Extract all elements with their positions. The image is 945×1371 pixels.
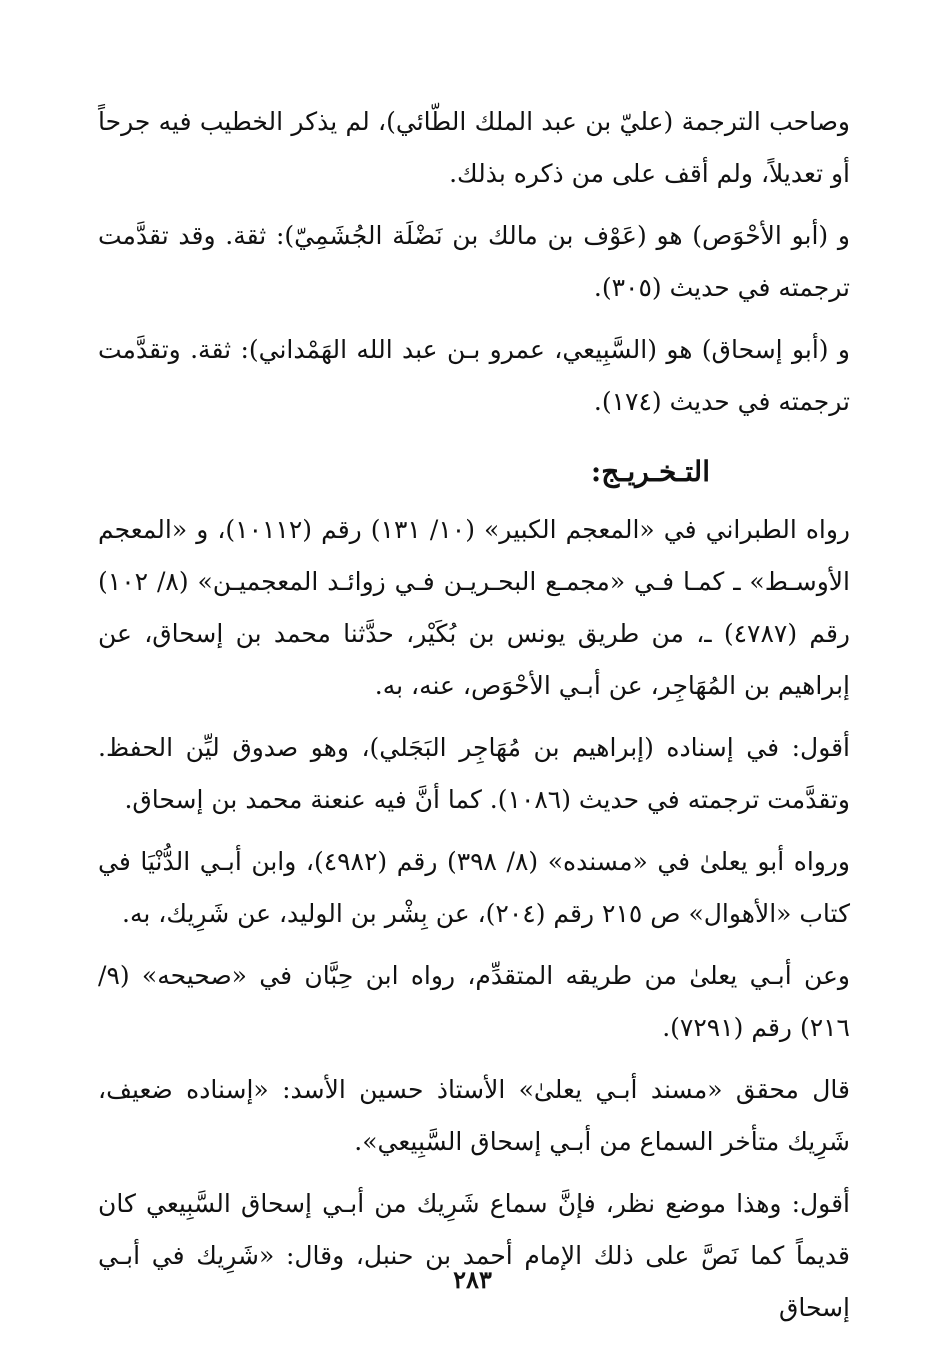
- takhrij-paragraph-muhaqqiq: قال محقق «مسند أبـي يعلىٰ» الأستاذ حسين الأسد: «إسناده ضعيف، شَرِيك متأخر السماع من أبـي إسحاق السَّبِيعي».: [98, 1075, 850, 1156]
- takhrij-paragraph-isnad-comment: أقول: في إسناده (إبراهيم بن مُهَاجِر البَجَلي)، وهو صدوق ليِّن الحفظ. وتقدَّمت ترجمته في حديث (١٠٨٦). كما أنَّ فيه عنعنة محمد بن إسحاق.: [98, 733, 851, 814]
- section-heading-takhrij: التـخـريـج:: [590, 455, 710, 488]
- page-number: ٢٨٣: [453, 1265, 492, 1294]
- page-body: [98, 96, 850, 1344]
- takhrij-paragraph-rebuttal: أقول: وهذا موضع نظر، فإنَّ سماع شَرِيك من أبـي إسحاق السَّبِيعي كان قديماً كما نَصَّ على ذلك الإمام أحمد بن حنبل، وقال: «شَرِيك في أبـي إسحاق: [98, 1189, 850, 1322]
- takhrij-paragraph-abu-yala: ورواه أبو يعلىٰ في «مسنده» (٨/ ٣٩٨) رقم (٤٩٨٢)، وابن أبـي الدُّنْيَا في كتاب «الأهوال» ص ٢١٥ رقم (٢٠٤)، عن بِشْر بن الوليد، عن شَرِيك، به.: [98, 847, 850, 928]
- takhrij-paragraph-tabarani: رواه الطبراني في «المعجم الكبير» (١٠/ ١٣١) رقم (١٠١١٢)، و «المعجم الأوسـط» ـ كمـا فـي «مجمـع البحـريـن فـي زوائـد المعجميـن» (٨/ ١٠٢) رقم (٤٧٨٧) ـ، من طريق يونس بن بُكَيْر، حدَّثنا محمد بن إسحاق، عن إبراهيم بن المُهَاجِر، عن أبـي الأحْوَص، عنه، به.: [98, 515, 851, 700]
- takhrij-paragraph-ibn-hibban: وعن أبـي يعلىٰ من طريقه المتقدِّم، رواه ابن حِبَّان في «صحيحه» (٩/ ٢١٦) رقم (٧٢٩١).: [98, 961, 850, 1042]
- narrator-note-ali: وصاحب الترجمة (عليّ بن عبد الملك الطّائي)، لم يذكر الخطيب فيه جرحاً أو تعديلاً، ولم أقف على من ذكره بذلك.: [98, 107, 850, 188]
- narrator-note-abu-al-ahwas: و (أبو الأحْوَص) هو (عَوْف بن مالك بن نَضْلَة الجُشَمِيّ): ثقة. وقد تقدَّمت ترجمته في حديث (٣٠٥).: [98, 221, 850, 302]
- narrator-note-abu-ishaq: و (أبو إسحاق) هو (السَّبِيعي، عمرو بـن عبد الله الهَمْداني): ثقة. وتقدَّمت ترجمته في حديث (١٧٤).: [98, 335, 850, 416]
